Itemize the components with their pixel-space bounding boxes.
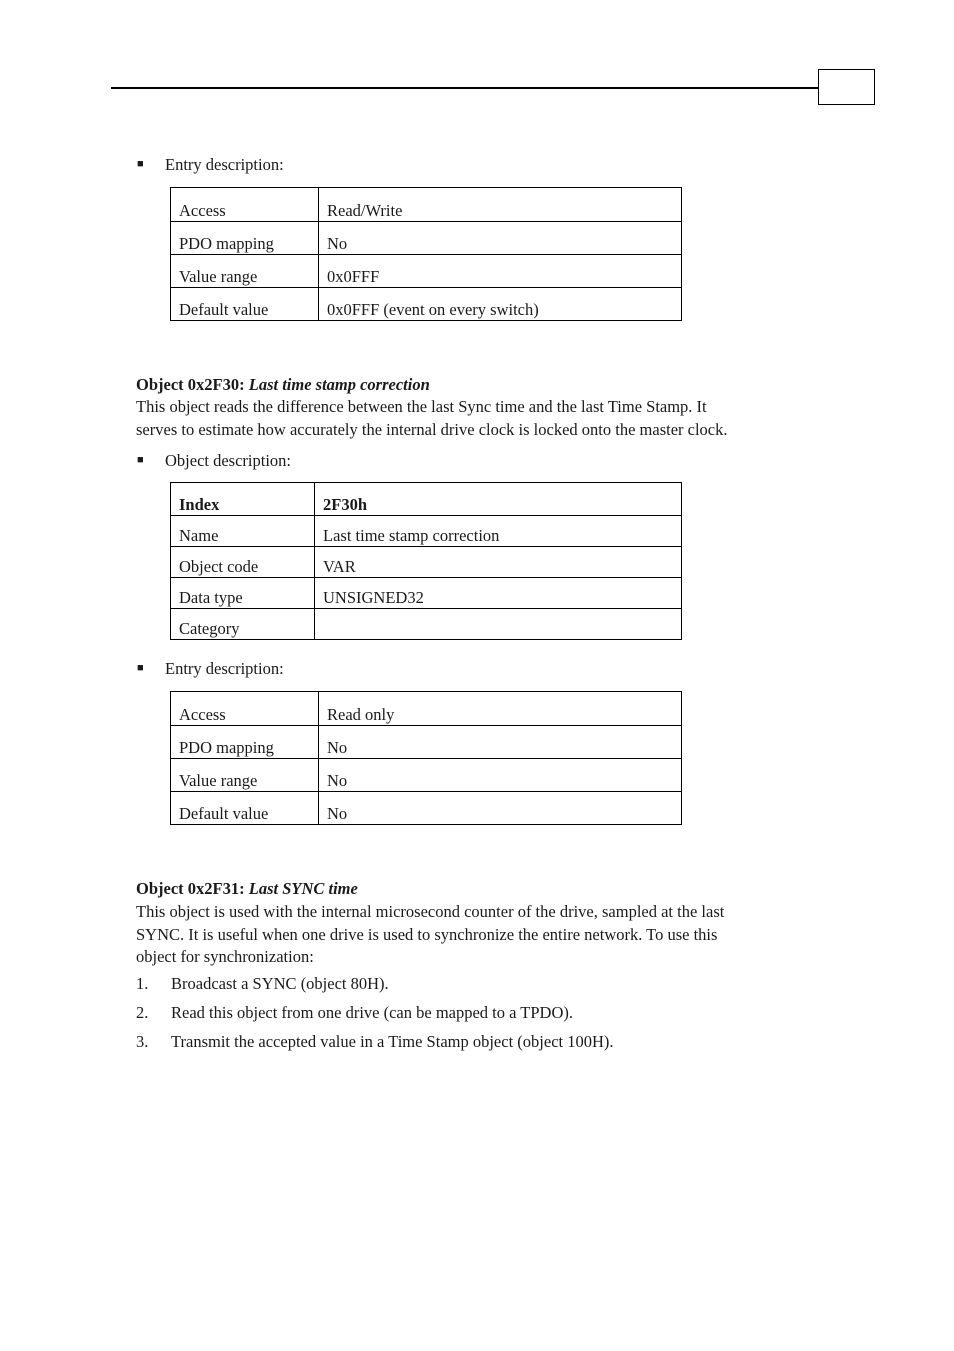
list-item-number: 2. — [136, 1003, 149, 1022]
table-row — [171, 483, 682, 516]
table-header-cell: Index — [171, 483, 315, 516]
table-cell: No — [319, 759, 682, 792]
list-item-number: 1. — [136, 974, 149, 993]
table-cell: 0x0FFF (event on every switch) — [319, 288, 682, 321]
table-row — [171, 759, 682, 792]
table-row — [171, 516, 682, 547]
table-cell: 0x0FFF — [319, 255, 682, 288]
table-cell: Name — [171, 516, 315, 547]
table-row — [171, 188, 682, 222]
table-row — [171, 288, 682, 321]
table-cell: Last time stamp correction — [315, 516, 682, 547]
paragraph-line: SYNC. It is useful when one drive is used to synchronize the entire network. To use this — [136, 924, 718, 944]
table-cell: VAR — [315, 547, 682, 578]
table-row — [171, 792, 682, 825]
object-description-table — [170, 482, 682, 640]
table-cell: Value range — [171, 255, 319, 288]
table-cell: Default value — [171, 288, 319, 321]
table-cell: PDO mapping — [171, 726, 319, 759]
table-row — [171, 547, 682, 578]
entry-description-label: Entry description: — [165, 155, 284, 174]
paragraph-line: This object reads the difference between the last Sync time and the last Time Stamp. It — [136, 397, 707, 416]
table-cell: UNSIGNED32 — [315, 578, 682, 609]
table-cell: Category — [171, 609, 315, 640]
list-item: Broadcast a SYNC (object 80H). — [171, 974, 389, 993]
table-cell: No — [319, 222, 682, 255]
list-item: Read this object from one drive (can be mapped to a TPDO). — [171, 1003, 573, 1022]
table-cell: Read/Write — [319, 188, 682, 222]
table-row — [171, 255, 682, 288]
object-2f31-description — [136, 901, 826, 969]
table-row — [171, 222, 682, 255]
table-cell: Default value — [171, 792, 319, 825]
heading-title: Last time stamp correction — [248, 375, 430, 394]
table-cell — [315, 609, 682, 640]
heading-prefix: Object 0x2F31: — [136, 879, 245, 898]
list-item: Transmit the accepted value in a Time Stamp object (object 100H). — [171, 1032, 614, 1051]
table-row — [171, 609, 682, 640]
heading-prefix: Object 0x2F30: — [136, 375, 245, 394]
table-row — [171, 692, 682, 726]
paragraph-line: object for synchronization: — [136, 947, 314, 966]
table-cell: Value range — [171, 759, 319, 792]
paragraph-line: This object is used with the internal microsecond counter of the drive, sampled at the last — [136, 902, 725, 921]
object-2f30-description — [136, 396, 826, 441]
object-2f31-heading — [136, 879, 358, 899]
table-header-cell: 2F30h — [315, 483, 682, 516]
list-item-number: 3. — [136, 1032, 149, 1051]
heading-title: Last SYNC time — [248, 879, 358, 898]
entry-description-label: Entry description: — [165, 659, 284, 678]
bullet-icon: ■ — [137, 158, 144, 170]
object-description-label: Object description: — [165, 451, 292, 470]
table-cell: Object code — [171, 547, 315, 578]
header-rule — [111, 87, 819, 89]
bullet-icon: ■ — [137, 662, 144, 674]
table-cell: Access — [171, 188, 319, 222]
table-row — [171, 578, 682, 609]
paragraph-line: serves to estimate how accurately the internal drive clock is locked onto the master clock. — [136, 419, 728, 439]
bullet-icon: ■ — [137, 454, 144, 466]
object-2f30-heading — [136, 375, 430, 395]
entry-description-table-2 — [170, 691, 682, 825]
entry-description-table-1 — [170, 187, 682, 321]
table-cell: Access — [171, 692, 319, 726]
table-cell: Data type — [171, 578, 315, 609]
table-cell: Read only — [319, 692, 682, 726]
table-row — [171, 726, 682, 759]
table-cell: No — [319, 726, 682, 759]
page-number-box — [818, 69, 875, 105]
table-cell: PDO mapping — [171, 222, 319, 255]
table-cell: No — [319, 792, 682, 825]
